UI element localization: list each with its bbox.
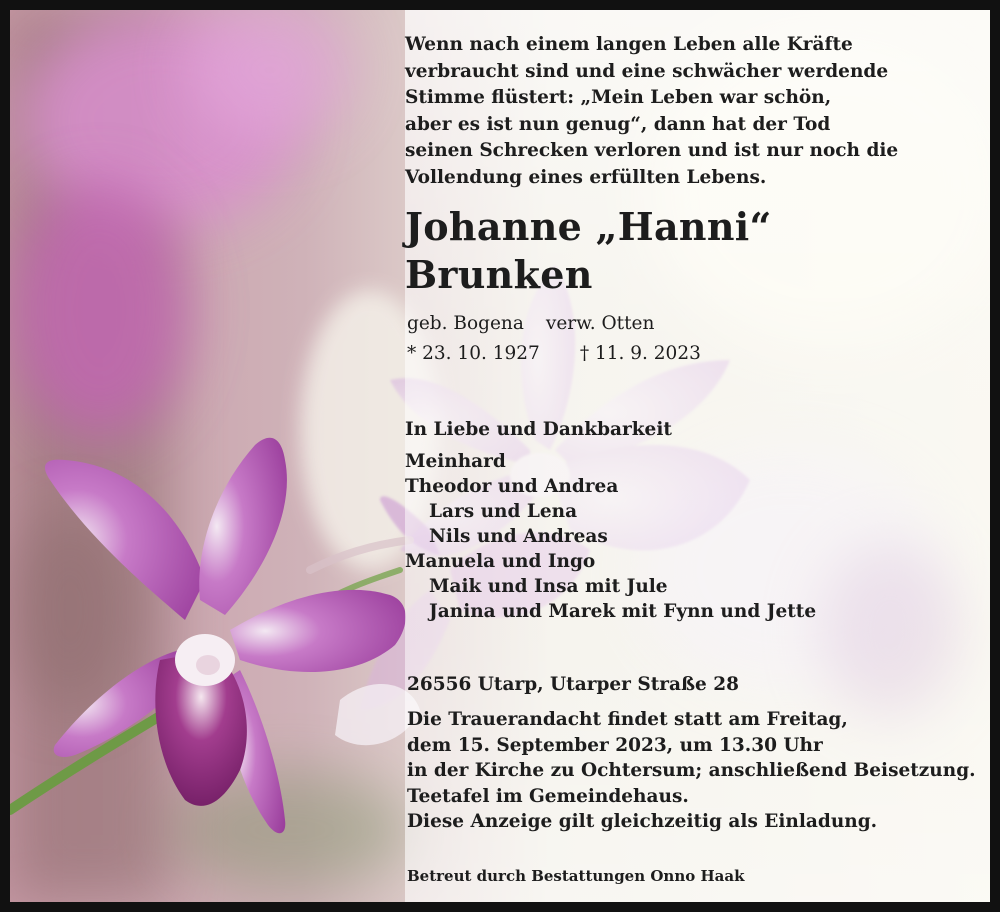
service-line: Die Trauerandacht findet statt am Freitag, [407,709,848,730]
mourner-name: Meinhard [405,451,506,472]
widowed-name: verw. Otten [545,313,655,334]
deceased-name-line1: Johanne „Hanni“ [405,204,772,249]
poem-line: aber es ist nun genug“, dann hat der Tod [405,113,831,135]
mourners-lead: In Liebe und Dankbarkeit [405,419,672,440]
intro-poem [405,32,965,191]
mourner-name: Janina und Marek mit Fynn und Jette [429,601,817,622]
service-line: Teetafel im Gemeindehaus. [407,785,689,807]
deceased-name [405,203,772,299]
service-info [407,707,976,835]
poem-line: verbraucht sind und eine schwächer werdende [405,60,889,82]
mourner-name: Nils und Andreas [429,526,608,547]
poem-line: Stimme flüstert: „Mein Leben war schön, [405,87,832,108]
birth-date: * 23. 10. 1927 [407,343,540,364]
mourner-name: Theodor und Andrea [405,476,619,497]
poem-line: seinen Schrecken verloren und ist nur noch die [405,140,899,161]
service-line: in der Kirche zu Ochtersum; anschließend Beisetzung. [407,760,976,781]
poem-line: Vollendung eines erfüllten Lebens. [405,166,767,188]
deceased-name-line2: Brunken [405,252,593,297]
birth-name: geb. Bogena [407,313,524,334]
mourner-name: Lars und Lena [429,501,578,522]
undertaker-credit: Betreut durch Bestattungen Onno Haak [407,867,745,885]
mourner-name: Manuela und Ingo [405,551,596,572]
mourner-name: Maik und Insa mit Jule [429,576,668,597]
life-details [407,309,701,369]
service-line: dem 15. September 2023, um 13.30 Uhr [407,734,823,756]
death-date: † 11. 9. 2023 [579,343,701,364]
address: 26556 Utarp, Utarper Straße 28 [407,674,739,695]
mourners-list [405,417,816,624]
service-line: Diese Anzeige gilt gleichzeitig als Einladung. [407,811,878,832]
poem-line: Wenn nach einem langen Leben alle Kräfte [405,34,853,55]
